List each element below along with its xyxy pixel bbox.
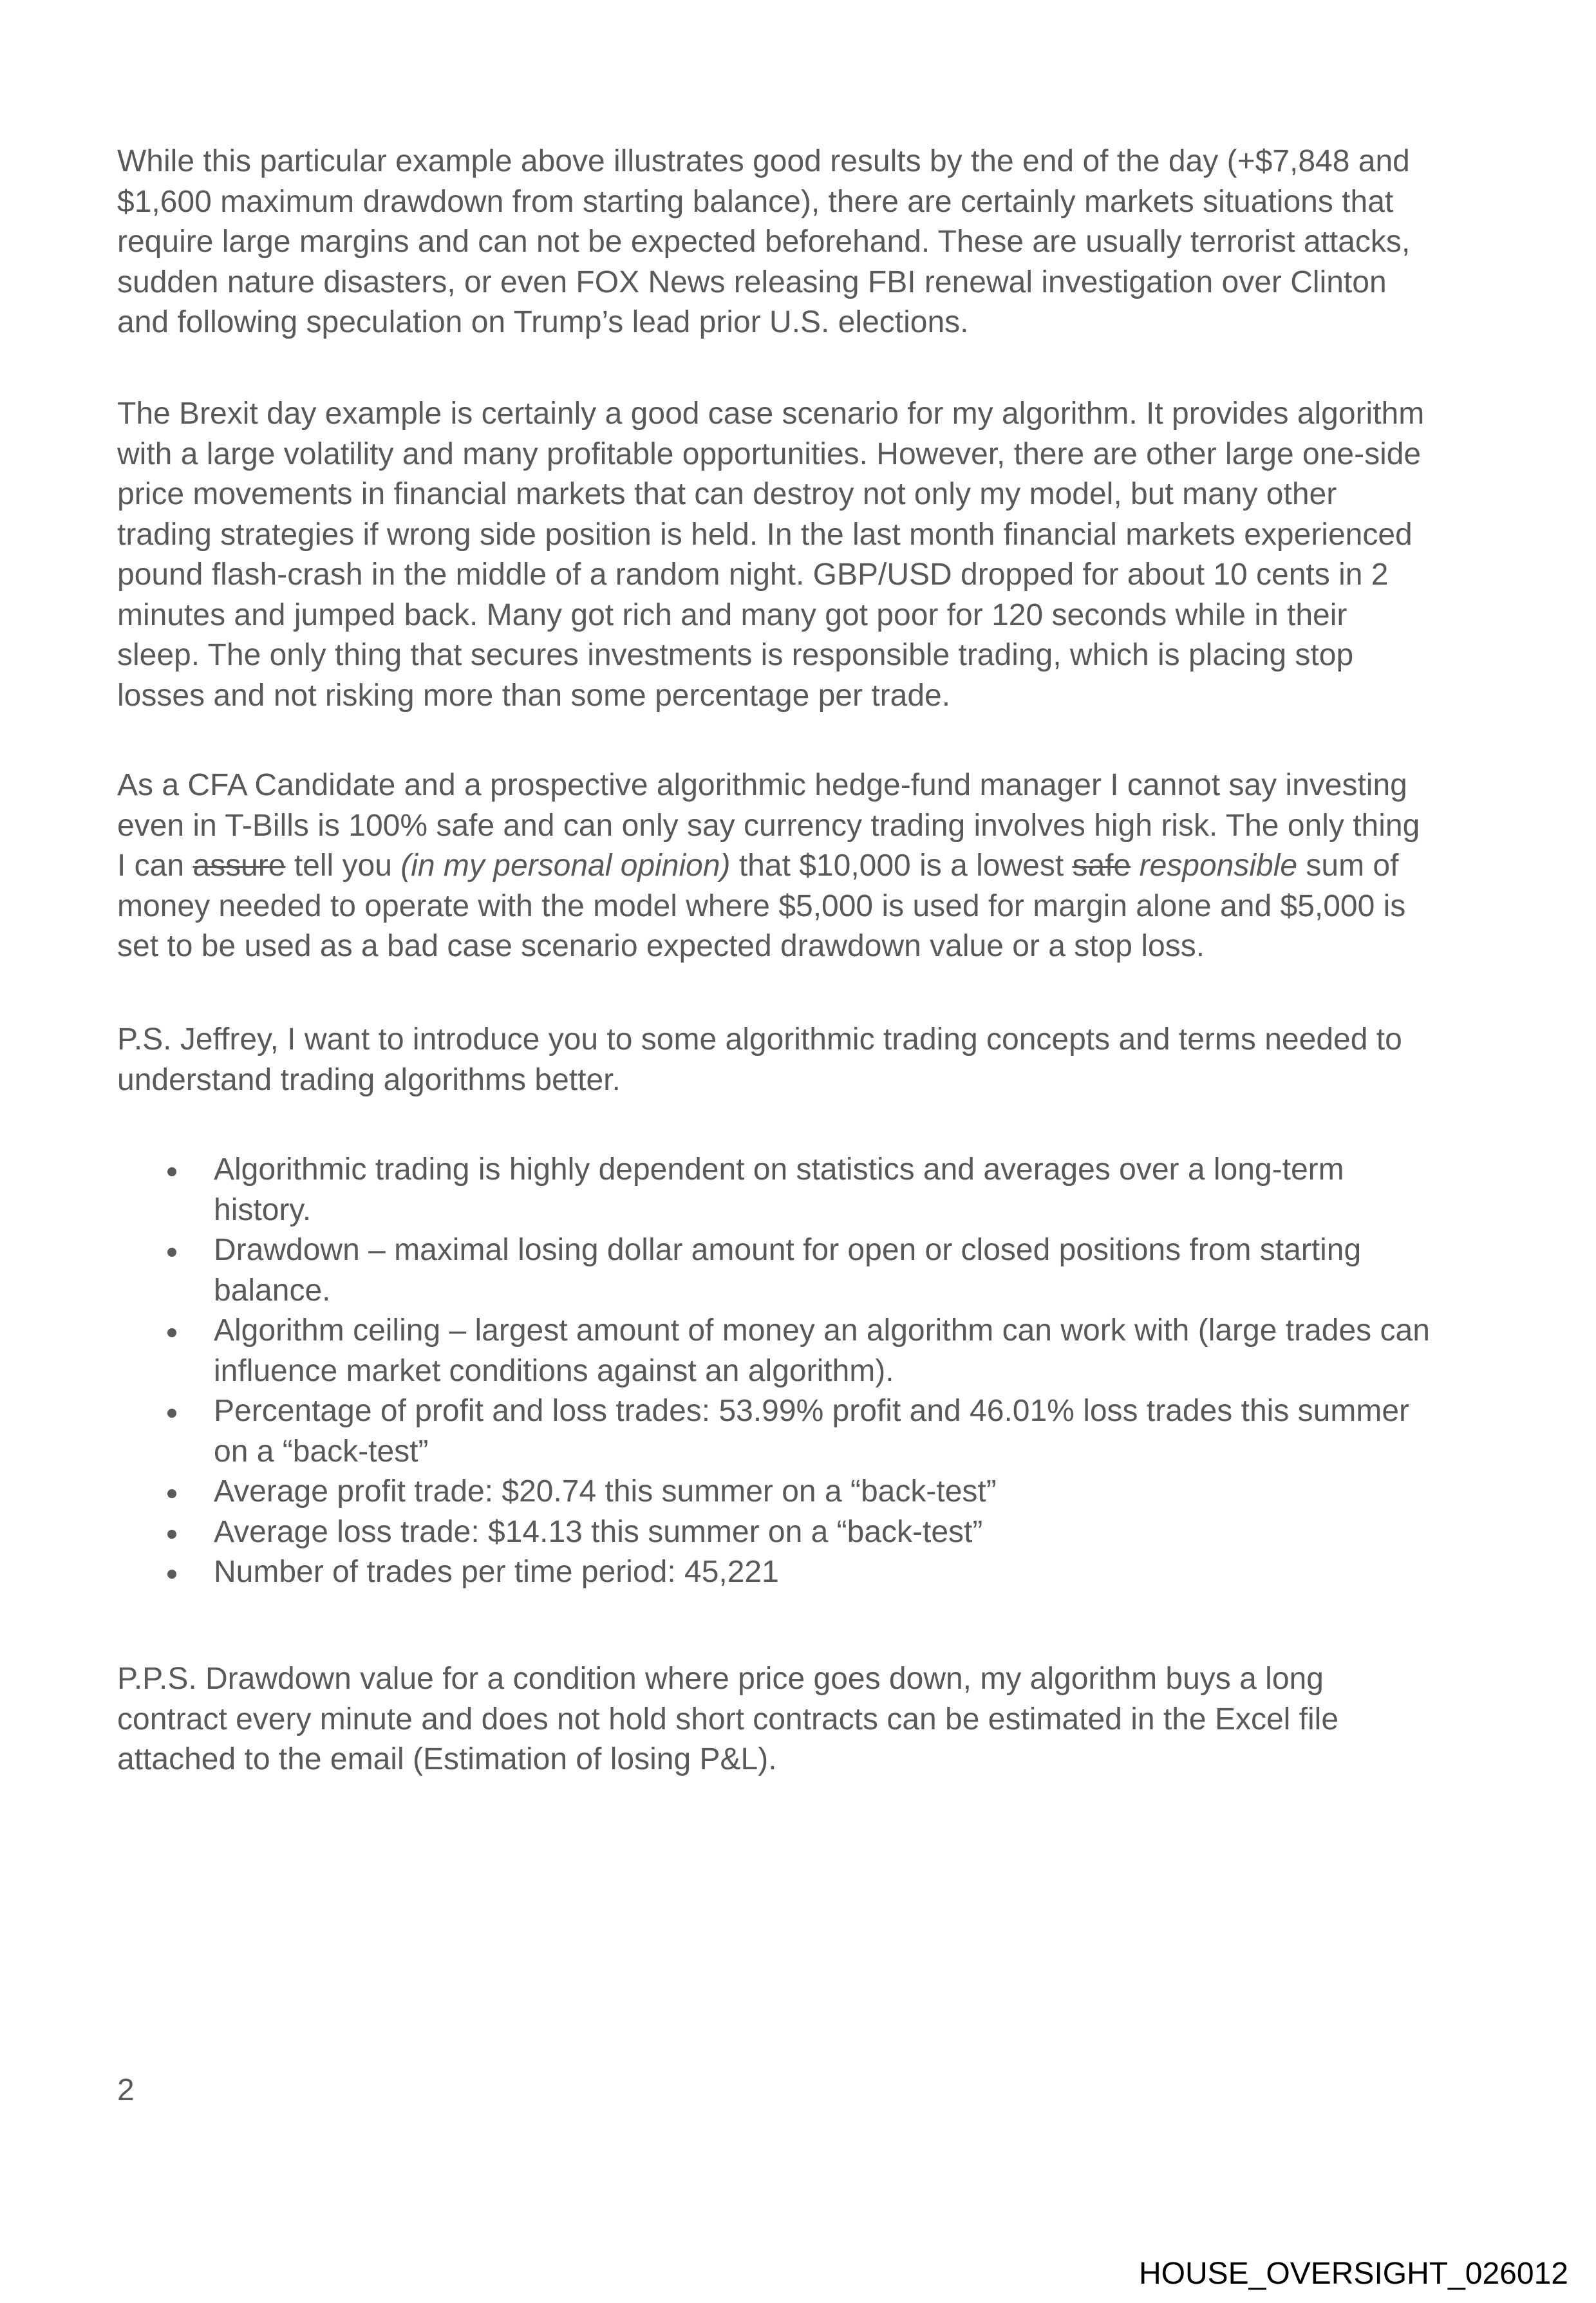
paragraph-cfa-candidate bbox=[117, 766, 1420, 967]
text-segment: I can bbox=[117, 849, 193, 883]
text-line: Number of trades per time period: 45,221 bbox=[214, 1555, 779, 1589]
text-line: attached to the email (Estimation of losing P&L). bbox=[117, 1742, 777, 1776]
paragraph-ps bbox=[117, 1020, 1402, 1100]
text-line: sleep. The only thing that secures investments is responsible trading, which is placing stop bbox=[117, 638, 1354, 672]
text-line: sudden nature disasters, or even FOX News releasing FBI renewal investigation over Clinton bbox=[117, 265, 1387, 299]
text-line: trading strategies if wrong side position is held. In the last month financial markets experienced bbox=[117, 517, 1413, 552]
list-item-algorithm-ceiling bbox=[117, 1311, 1430, 1391]
footer-bates-stamp: HOUSE_OVERSIGHT_026012 bbox=[1139, 2257, 1568, 2291]
list-item-profit-loss-percentage bbox=[117, 1391, 1430, 1472]
italic-personal-opinion: (in my personal opinion) bbox=[400, 849, 731, 883]
text-line: As a CFA Candidate and a prospective algorithmic hedge-fund manager I cannot say investing bbox=[117, 768, 1407, 802]
text-line-with-edits bbox=[117, 846, 1420, 887]
text-line: influence market conditions against an algorithm). bbox=[214, 1353, 894, 1388]
struck-word-safe: safe bbox=[1072, 849, 1131, 883]
text-line: contract every minute and does not hold short contracts can be estimated in the Excel file bbox=[117, 1702, 1339, 1736]
list-item-drawdown bbox=[117, 1230, 1430, 1311]
text-line: money needed to operate with the model where $5,000 is used for margin alone and $5,000 is bbox=[117, 888, 1406, 923]
text-segment: tell you bbox=[285, 849, 401, 883]
struck-word-assure: assure bbox=[192, 849, 286, 883]
text-line: require large margins and can not be expected beforehand. These are usually terrorist attacks, bbox=[117, 225, 1411, 259]
text-line: pound flash-crash in the middle of a random night. GBP/USD dropped for about 10 cents in 2 bbox=[117, 558, 1389, 592]
text-line: losses and not risking more than some percentage per trade. bbox=[117, 678, 951, 713]
bullet-icon bbox=[167, 1409, 176, 1418]
text-line: Drawdown – maximal losing dollar amount for open or closed positions from starting bbox=[214, 1233, 1362, 1267]
paragraph-brexit-example bbox=[117, 394, 1424, 716]
text-segment: that $10,000 is a lowest bbox=[730, 849, 1073, 883]
bullet-icon bbox=[167, 1328, 176, 1337]
text-line: Percentage of profit and loss trades: 53.99% profit and 46.01% loss trades this summer bbox=[214, 1394, 1409, 1428]
text-line: balance. bbox=[214, 1273, 331, 1308]
italic-responsible: responsible bbox=[1139, 849, 1298, 883]
text-line: The Brexit day example is certainly a good case scenario for my algorithm. It provides algorithm bbox=[117, 397, 1425, 431]
text-line: P.S. Jeffrey, I want to introduce you to some algorithmic trading concepts and terms needed to bbox=[117, 1022, 1402, 1057]
text-line: Average profit trade: $20.74 this summer on a “back-test” bbox=[214, 1474, 997, 1509]
text-line: P.P.S. Drawdown value for a condition where price goes down, my algorithm buys a long bbox=[117, 1662, 1324, 1696]
text-line: on a “back-test” bbox=[214, 1434, 429, 1469]
bullet-icon bbox=[167, 1570, 176, 1579]
text-line: with a large volatility and many profitable opportunities. However, there are other large one-side bbox=[117, 437, 1422, 471]
paragraph-pps bbox=[117, 1659, 1338, 1780]
text-segment: sum of bbox=[1297, 849, 1399, 883]
list-item-average-loss-trade bbox=[117, 1512, 1430, 1553]
bullet-list-trading-concepts bbox=[117, 1150, 1430, 1593]
bullet-icon bbox=[167, 1167, 176, 1176]
paragraph-drawdown-results bbox=[117, 142, 1410, 343]
text-line: and following speculation on Trump’s lead prior U.S. elections. bbox=[117, 305, 969, 339]
text-line: minutes and jumped back. Many got rich and many got poor for 120 seconds while in their bbox=[117, 597, 1347, 632]
text-line: understand trading algorithms better. bbox=[117, 1062, 621, 1097]
text-line: Algorithmic trading is highly dependent on statistics and averages over a long-term bbox=[214, 1152, 1344, 1187]
list-item-average-profit-trade bbox=[117, 1472, 1430, 1512]
text-line: While this particular example above illustrates good results by the end of the day (+$7,848 and bbox=[117, 144, 1410, 178]
text-line: set to be used as a bad case scenario expected drawdown value or a stop loss. bbox=[117, 929, 1205, 963]
text-line: history. bbox=[214, 1192, 312, 1227]
bullet-icon bbox=[167, 1248, 176, 1257]
page-number: 2 bbox=[117, 2073, 135, 2107]
text-segment bbox=[1131, 849, 1139, 883]
list-item-number-of-trades bbox=[117, 1552, 1430, 1593]
text-line: price movements in financial markets that can destroy not only my model, but many other bbox=[117, 477, 1337, 511]
text-line: even in T-Bills is 100% safe and can only say currency trading involves high risk. The only thing bbox=[117, 808, 1420, 843]
bullet-icon bbox=[167, 1530, 176, 1539]
text-line: Algorithm ceiling – largest amount of money an algorithm can work with (large trades can bbox=[214, 1313, 1430, 1348]
bullet-icon bbox=[167, 1489, 176, 1498]
text-line: Average loss trade: $14.13 this summer on a “back-test” bbox=[214, 1514, 983, 1549]
text-line: $1,600 maximum drawdown from starting balance), there are certainly markets situations that bbox=[117, 184, 1394, 219]
list-item-algorithmic-trading bbox=[117, 1150, 1430, 1230]
